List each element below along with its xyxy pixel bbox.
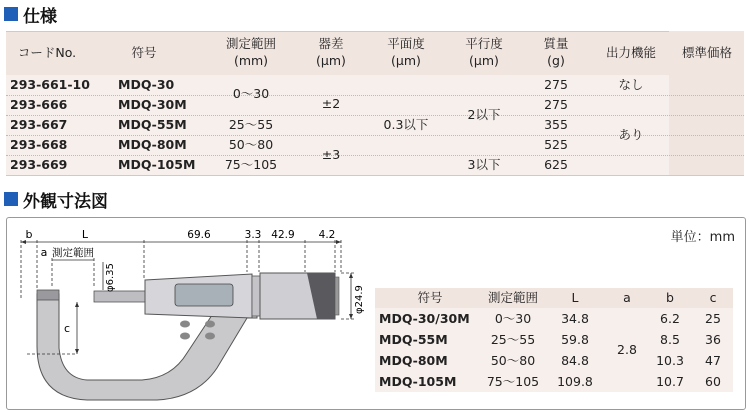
label-spindle-dia: φ6.35: [105, 263, 116, 292]
header-error: 器差: [318, 36, 344, 51]
row-divider: [6, 115, 744, 116]
drawing-title-text: 外観寸法図: [23, 191, 108, 212]
header-price: 標準価格: [681, 45, 732, 60]
row-2-mass: 275: [544, 97, 568, 112]
error-a: ±2: [321, 96, 341, 111]
dims-row-4-symbol: MDQ-105M: [379, 374, 457, 389]
section-marker-icon: [4, 7, 18, 21]
header-mass-unit: (g): [547, 53, 565, 68]
unit-label: 単位：mm: [670, 230, 735, 245]
header-parallelism-unit: (μm): [469, 53, 499, 68]
label-dim-3-3: 3.3: [244, 229, 262, 241]
row-5-mass: 625: [544, 157, 568, 172]
specs-title-text: 仕様: [23, 6, 57, 27]
label-body-dia: φ24.9: [354, 285, 365, 314]
dims-header-symbol: 符号: [417, 290, 443, 305]
header-range: 測定範囲: [225, 36, 276, 51]
header-mass: 質量: [543, 36, 569, 51]
dims-a-merged: 2.8: [617, 342, 637, 357]
dims-row-4-b: 10.7: [656, 374, 684, 389]
error-b: ±3: [321, 147, 341, 162]
header-range-unit: (mm): [233, 53, 269, 68]
dims-header-L: L: [571, 290, 579, 305]
row-3-mass: 355: [544, 117, 568, 132]
row-divider: [6, 155, 744, 156]
dims-row-4-range: 75～105: [486, 374, 540, 389]
dims-row-3-L: 84.8: [561, 353, 589, 368]
row-1-code: 293-661-10: [10, 77, 90, 92]
range-25-55: 25～55: [228, 117, 274, 132]
output-none: なし: [618, 77, 644, 92]
header-error-unit: (μm): [316, 53, 346, 68]
dims-row-3-range: 50～80: [490, 353, 536, 368]
label-range: 測定範囲: [52, 247, 94, 259]
label-a: a: [40, 246, 48, 259]
drawing-section-title: [4, 187, 108, 211]
output-yes: あり: [618, 127, 644, 142]
dims-row-1-symbol: MDQ-30/30M: [379, 311, 470, 326]
dimensions-table: [375, 288, 733, 392]
micrometer-illustration: [37, 273, 339, 400]
specs-section-title: [4, 2, 57, 26]
header-flatness-unit: (μm): [391, 53, 421, 68]
header-output: 出力機能: [605, 45, 656, 60]
dims-row-1-c: 25: [705, 311, 721, 326]
range-75-105: 75～105: [224, 157, 278, 172]
dims-row-2-c: 36: [705, 332, 721, 347]
row-4-symbol: MDQ-80M: [118, 137, 187, 152]
row-3-symbol: MDQ-55M: [118, 117, 187, 132]
range-0-30: 0～30: [232, 86, 270, 101]
header-parallelism: 平行度: [465, 36, 503, 51]
dims-row-3-c: 47: [705, 353, 721, 368]
dims-row-4-L: 109.8: [557, 374, 593, 389]
dims-header-range: 測定範囲: [487, 290, 538, 305]
header-code: コードNo.: [17, 45, 77, 60]
flatness-value: 0.3以下: [383, 117, 429, 132]
dims-row-1-range: 0～30: [494, 311, 532, 326]
label-dim-42-9: 42.9: [271, 229, 295, 241]
dims-row-2-symbol: MDQ-55M: [379, 332, 448, 347]
row-2-symbol: MDQ-30M: [118, 97, 187, 112]
range-50-80: 50～80: [228, 137, 274, 152]
parallel-a: 2以下: [467, 107, 501, 122]
row-4-code: 293-668: [10, 137, 68, 152]
dims-row-2-b: 8.5: [660, 332, 680, 347]
row-5-symbol: MDQ-105M: [118, 157, 196, 172]
dims-header-b: b: [666, 290, 674, 305]
header-flatness: 平面度: [387, 36, 425, 51]
spec-table: [6, 31, 744, 175]
dims-row-3-symbol: MDQ-80M: [379, 353, 448, 368]
section-marker-icon: [4, 192, 18, 206]
dims-row-3-b: 10.3: [656, 353, 684, 368]
label-b: b: [25, 228, 33, 241]
row-3-code: 293-667: [10, 117, 68, 132]
row-1-symbol: MDQ-30: [118, 77, 175, 92]
row-divider: [6, 95, 744, 96]
dims-row-1-L: 34.8: [561, 311, 589, 326]
label-L: L: [81, 228, 89, 241]
dims-row-2-L: 59.8: [561, 332, 589, 347]
label-dim-69-6: 69.6: [187, 229, 211, 241]
row-1-mass: 275: [544, 77, 568, 92]
header-symbol: 符号: [131, 45, 157, 60]
label-c: c: [63, 322, 71, 335]
row-5-code: 293-669: [10, 157, 68, 172]
dims-header-c: c: [709, 290, 717, 305]
row-4-mass: 525: [544, 137, 568, 152]
dims-header-a: a: [623, 290, 631, 305]
dims-row-1-b: 6.2: [660, 311, 680, 326]
dims-row-4-c: 60: [705, 374, 721, 389]
parallel-b: 3以下: [467, 157, 501, 172]
row-2-code: 293-666: [10, 97, 68, 112]
label-dim-4-2: 4.2: [318, 229, 336, 241]
dims-row-2-range: 25～55: [490, 332, 536, 347]
